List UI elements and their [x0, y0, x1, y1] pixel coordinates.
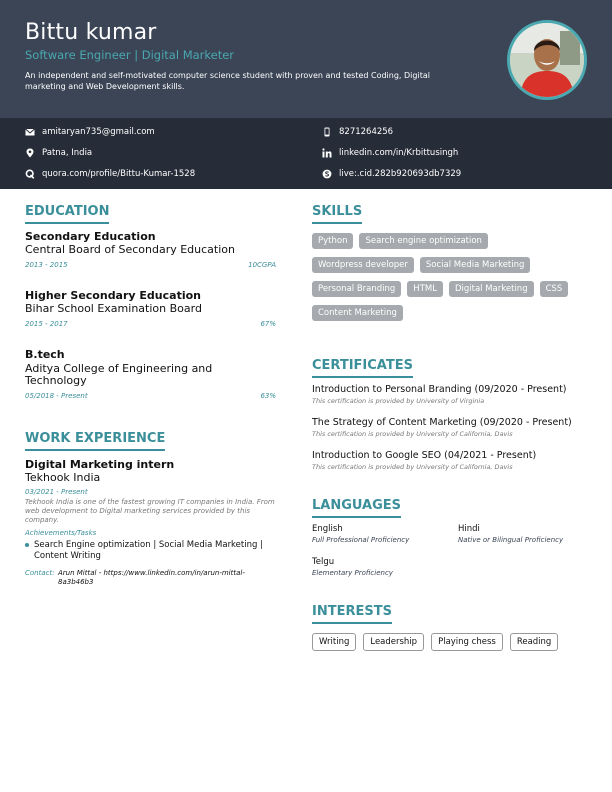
certificate-name: Introduction to Personal Branding (09/2020 - Present)	[312, 384, 567, 395]
skill-tag: Personal Branding	[312, 281, 401, 297]
linkedin-text: linkedin.com/in/Krbittusingh	[339, 148, 459, 158]
interest-tag: Playing chess	[431, 633, 503, 651]
interest-tag: Writing	[312, 633, 356, 651]
profile-photo	[507, 20, 587, 100]
envelope-icon	[25, 127, 35, 137]
education-dates: 2015 - 2017	[25, 320, 68, 328]
skill-tag: Wordpress developer	[312, 257, 414, 273]
certificates-heading: CERTIFICATES	[312, 358, 413, 378]
education-score: 67%	[260, 320, 276, 328]
candidate-role: Software Engineer | Digital Marketer	[25, 48, 235, 62]
certificate-provider: This certification is provided by University of California, Davis	[312, 430, 513, 438]
skill-tag: Search engine optimization	[359, 233, 487, 249]
profile-photo-illustration	[510, 23, 584, 97]
job-dates: 03/2021 - Present	[25, 488, 88, 496]
education-meta	[25, 261, 276, 269]
skills-list	[312, 233, 592, 321]
language-name: Telgu	[312, 557, 335, 567]
certificate-provider: This certification is provided by University of Virginia	[312, 397, 485, 405]
location-text: Patna, India	[42, 148, 93, 158]
education-degree: B.tech	[25, 348, 65, 361]
education-institution: Bihar School Examination Board	[25, 302, 202, 315]
language-name: Hindi	[458, 524, 480, 534]
job-description: Tekhook India is one of the fastest growing IT companies in India. From web development to Digital marketing services provided by this company.	[25, 498, 275, 524]
header	[0, 0, 612, 118]
education-institution: Central Board of Secondary Education	[25, 243, 235, 256]
phone-text: 8271264256	[339, 127, 394, 137]
achievement-item	[25, 540, 275, 562]
education-degree: Secondary Education	[25, 230, 156, 243]
skill-tag: Digital Marketing	[449, 281, 534, 297]
certificate-name: The Strategy of Content Marketing (09/2020 - Present)	[312, 417, 572, 428]
education-degree: Higher Secondary Education	[25, 289, 201, 302]
bullet-icon	[25, 543, 29, 547]
interest-tag: Reading	[510, 633, 559, 651]
phone-icon	[322, 127, 332, 137]
education-meta	[25, 320, 276, 328]
skill-tag: CSS	[540, 281, 569, 297]
quora-icon	[25, 169, 35, 179]
language-level: Elementary Proficiency	[312, 569, 393, 577]
education-heading: EDUCATION	[25, 204, 109, 224]
interest-tag: Leadership	[363, 633, 424, 651]
skill-tag: Python	[312, 233, 353, 249]
languages-heading: LANGUAGES	[312, 498, 401, 518]
job-title: Digital Marketing intern	[25, 458, 175, 471]
reference-label: Contact:	[25, 569, 55, 577]
contact-quora[interactable]	[25, 167, 195, 181]
contact-skype[interactable]	[322, 167, 461, 181]
education-meta	[25, 392, 276, 400]
skype-icon	[322, 169, 332, 179]
skype-text: live:.cid.282b920693db7329	[339, 169, 462, 179]
interests-list	[312, 633, 558, 651]
skills-heading: SKILLS	[312, 204, 362, 224]
email-text: amitaryan735@gmail.com	[42, 127, 155, 137]
location-pin-icon	[25, 148, 35, 158]
summary: An independent and self-motivated computer science student with proven and tested Coding, Digital marketing and Web Development skills.	[25, 71, 430, 91]
contact-linkedin[interactable]	[322, 146, 458, 160]
language-name: English	[312, 524, 343, 534]
education-score: 63%	[260, 392, 276, 400]
contact-location	[25, 146, 92, 160]
interests-heading: INTERESTS	[312, 604, 392, 624]
reference-value[interactable]: Arun Mittal - https://www.linkedin.com/in/arun-mittal-8a3b46b3	[58, 569, 245, 586]
contact-bar	[0, 118, 612, 189]
language-level: Full Professional Proficiency	[312, 536, 410, 544]
education-dates: 2013 - 2015	[25, 261, 68, 269]
skill-tag: Social Media Marketing	[420, 257, 531, 273]
achievement-text: Search Engine optimization | Social Media Marketing | Content Writing	[34, 540, 263, 561]
education-institution: Aditya College of Engineering and Technology	[25, 362, 213, 387]
quora-text: quora.com/profile/Bittu-Kumar-1528	[42, 169, 196, 179]
education-score: 10CGPA	[248, 261, 276, 269]
skill-tag: HTML	[407, 281, 443, 297]
education-dates: 05/2018 - Present	[25, 392, 88, 400]
skill-tag: Content Marketing	[312, 305, 403, 321]
job-company: Tekhook India	[25, 471, 101, 484]
certificate-name: Introduction to Google SEO (04/2021 - Present)	[312, 450, 537, 461]
work-heading: WORK EXPERIENCE	[25, 431, 165, 451]
certificate-provider: This certification is provided by University of California, Davis	[312, 463, 513, 471]
achievements-label: Achievements/Tasks	[25, 529, 97, 537]
linkedin-icon	[322, 148, 332, 158]
candidate-name: Bittu kumar	[25, 20, 157, 45]
language-level: Native or Bilingual Proficiency	[458, 536, 564, 544]
contact-email[interactable]	[25, 125, 155, 139]
contact-phone[interactable]	[322, 125, 393, 139]
